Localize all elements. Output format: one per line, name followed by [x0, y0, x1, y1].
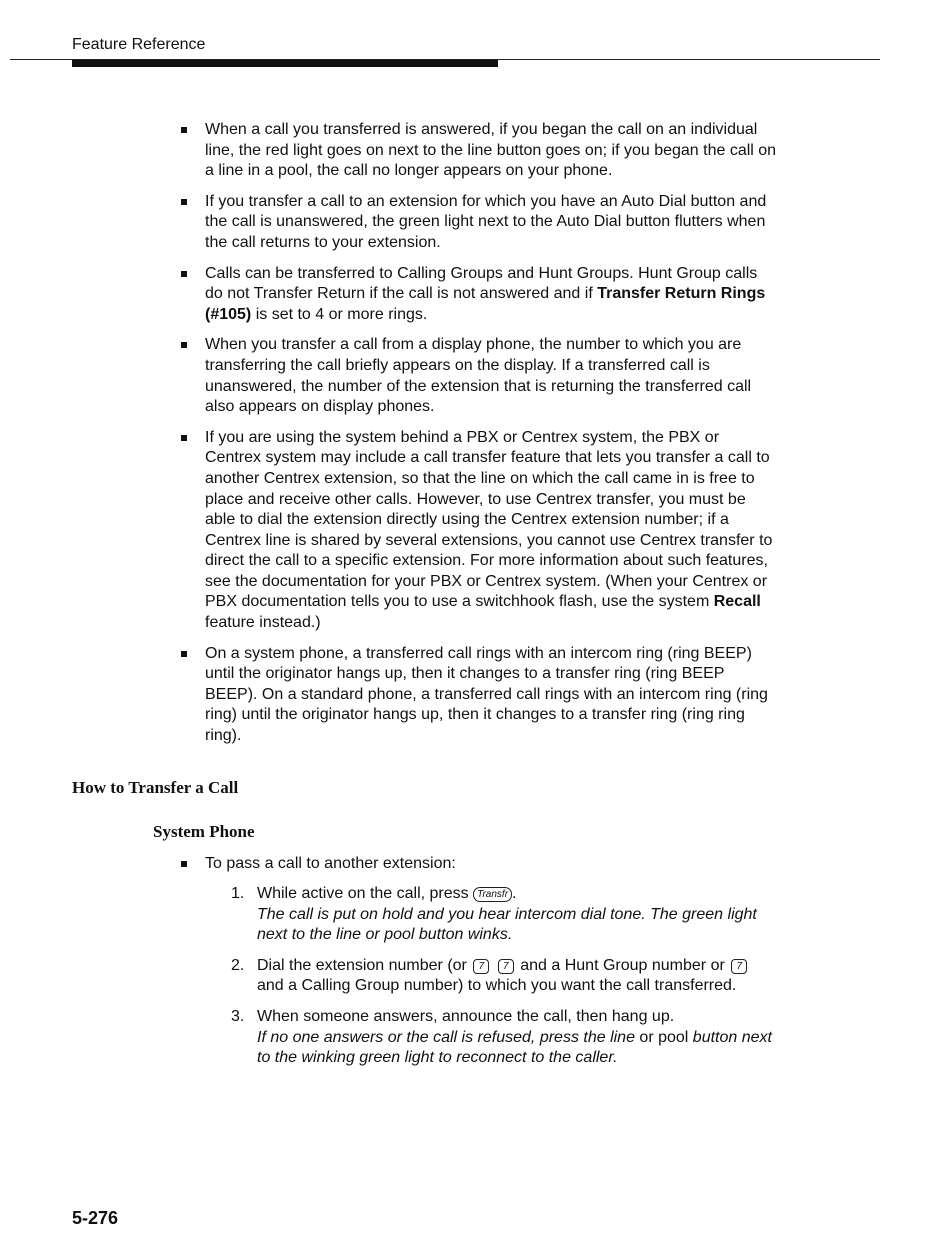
bullet-text: feature instead.) [205, 614, 321, 632]
list-item [178, 428, 778, 634]
step-text: and a Calling Group number) to which you want the call transferred. [257, 977, 737, 995]
step-item [231, 956, 776, 997]
bullet-square-icon [181, 651, 187, 657]
bullet-text: When a call you transferred is answered, if you began the call on an individual line, the red light goes on next to the line button goes on; if you began the call on a line in a pool, the call no longer appears on your phone. [205, 121, 777, 180]
list-item [178, 335, 778, 417]
header-rule-thick [72, 60, 498, 67]
bullet-text: If you are using the system behind a PBX or Centrex system, the PBX or Centrex system may include a call transfer feature that lets you transfer a call to another Centrex extension, so that the line on which the call came in is free to place and receive other calls. However, to use Centrex transfer, you must be able to dial the extension directly using the Centrex extension number; if a Centrex line is shared by several extensions, you cannot use Centrex transfer to direct the call to a specific extension. For more information about such features, see the documentation for your PBX or Centrex system. (When your Centrex or PBX documentation tells you to use a switchhook flash, use the system [205, 428, 773, 611]
step-list [231, 884, 776, 1079]
bullet-square-icon [181, 271, 187, 277]
bullet-square-icon [181, 342, 187, 348]
page-number: 5-276 [72, 1208, 119, 1228]
bullet-square-icon [181, 127, 187, 133]
bullet-square-icon [181, 199, 187, 205]
list-item [178, 120, 778, 182]
subsection-heading: System Phone [153, 822, 255, 841]
bullet-bold-text: Recall [713, 593, 761, 611]
bullet-list [178, 120, 778, 757]
bullet-text: When you transfer a call from a display phone, the number to which you are transferring the call briefly appears on the display. If a transferred call is unanswered, the number of the extension that is returning the transferred call also appears on display phones. [205, 336, 752, 416]
step-result-note: If no one answers or the call is refused, press the line [257, 1028, 635, 1046]
bullet-text: is set to 4 or more rings. [251, 305, 428, 323]
step-text: . [512, 885, 517, 902]
list-item [178, 192, 778, 254]
step-number: 3. [231, 1007, 245, 1025]
list-item [178, 854, 805, 875]
bullet-text: If you transfer a call to an extension for which you have an Auto Dial button and the call is unanswered, the green light next to the Auto Dial button flutters when the call returns to your extension. [205, 192, 767, 251]
step-item [231, 884, 776, 946]
step-text: and a Hunt Group number or [515, 956, 730, 974]
step-result-note-plain: or pool [634, 1028, 693, 1046]
section-heading: How to Transfer a Call [72, 778, 239, 797]
step-number: 1. [231, 885, 245, 902]
bullet-text: Calls can be transferred to Calling Groups and Hunt Groups. Hunt Group calls do not Transfer Return if the call is not answered and if [205, 264, 758, 303]
step-number: 2. [231, 956, 245, 974]
bullet-bold-text: Transfer Return Rings (#105) [205, 285, 766, 323]
running-head: Feature Reference [72, 36, 206, 53]
step-text: When someone answers, announce the call, then hang up. [257, 1007, 675, 1025]
bullet-square-icon [181, 435, 187, 441]
dial-key-icon: 7 [498, 959, 514, 974]
step-result-note: The call is put on hold and you hear intercom dial tone. The green light next to the line or pool button winks. [257, 905, 757, 944]
list-item [178, 644, 778, 747]
bullet-text: On a system phone, a transferred call rings with an intercom ring (ring BEEP) until the originator hangs up, then it changes to a transfer ring (ring BEEP BEEP). On a standard phone, a transferred call rings with an intercom ring (ring ring) until the originator hangs up, then it changes to a transfer ring (ring ring ring). [205, 644, 768, 745]
step-result-note: button next to the winking green light to reconnect to the caller. [257, 1028, 772, 1067]
step-item [231, 1007, 776, 1069]
dial-key-icon: 7 [731, 959, 747, 974]
step-text: Dial the extension number (or [257, 956, 472, 974]
step-text: While active on the call, press [257, 885, 474, 902]
list-item [178, 264, 778, 326]
transfr-key-icon: Transfr [473, 887, 512, 902]
dial-key-icon: 7 [473, 959, 489, 974]
bullet-square-icon [181, 861, 187, 867]
bullet-text: To pass a call to another extension: [205, 855, 456, 872]
